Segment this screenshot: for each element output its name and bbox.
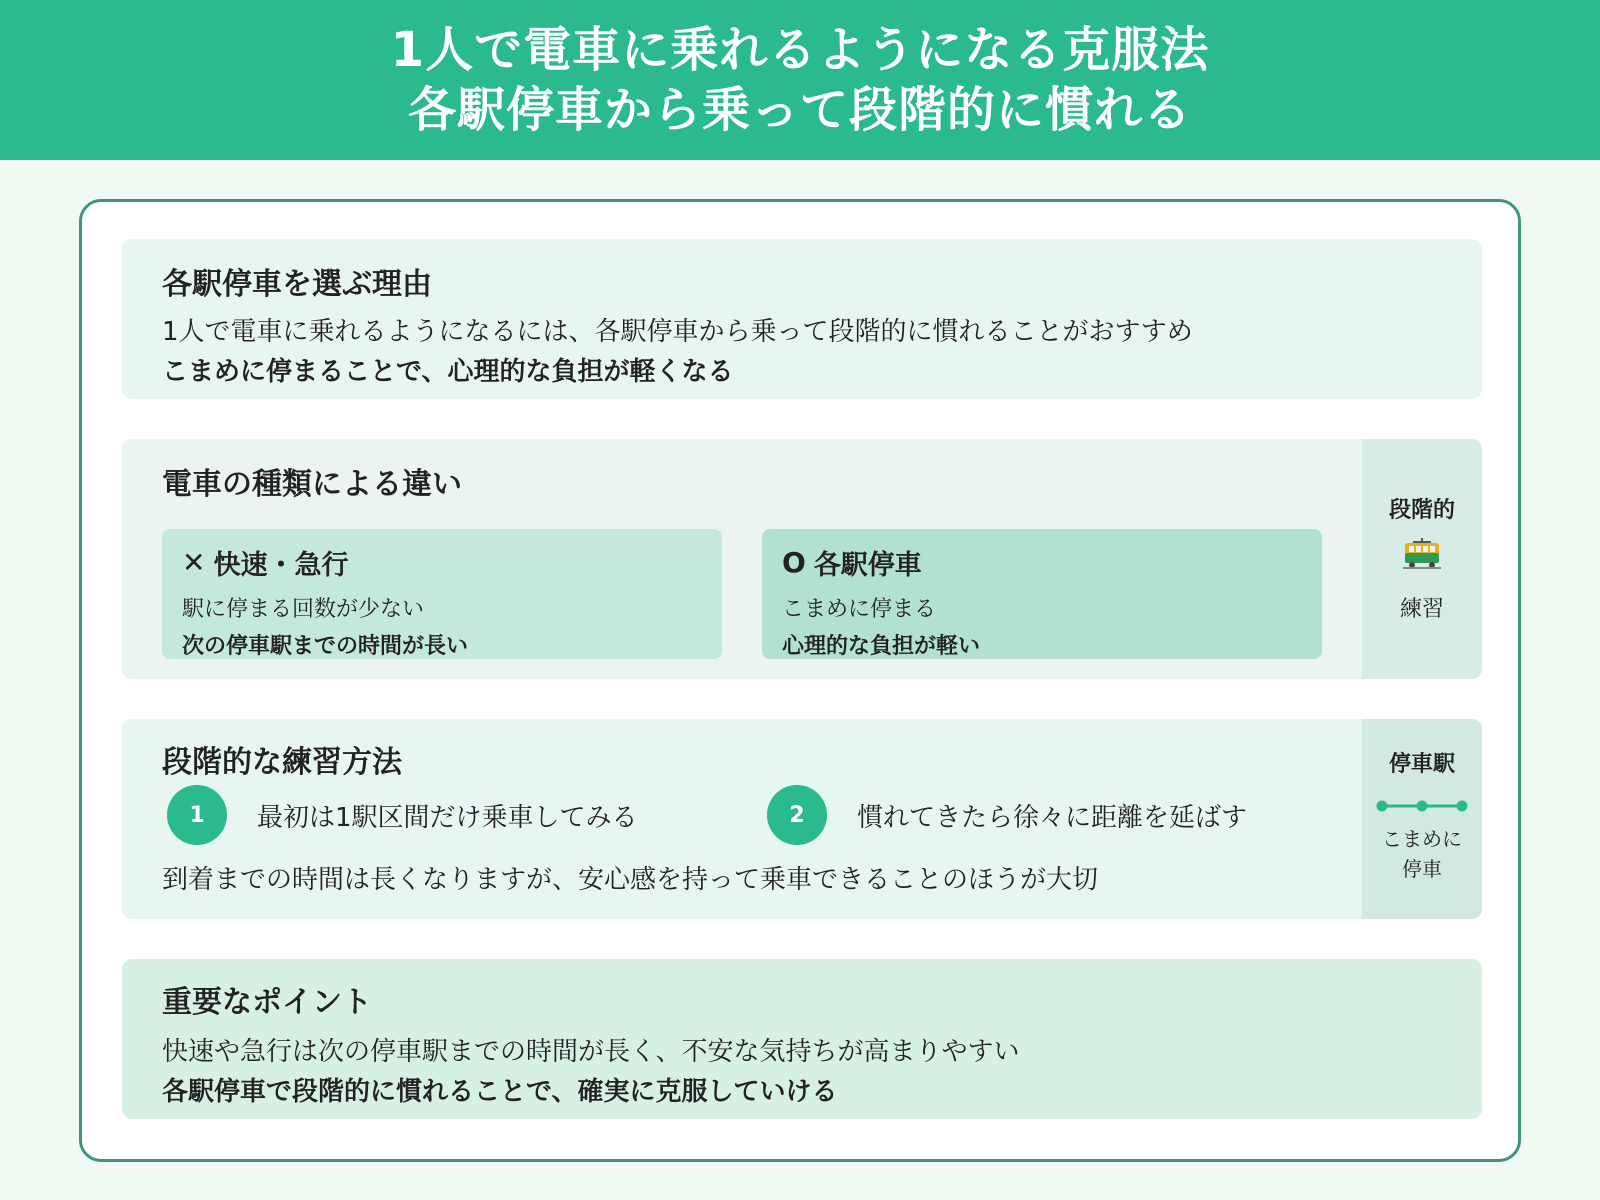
section-key-points-title: 重要なポイント — [162, 985, 372, 1020]
side-panel-stepwise-top: 段階的 — [1388, 498, 1455, 523]
section-train-types-title: 電車の種類による違い — [162, 467, 462, 502]
section-reason-text: 1人で電車に乗れるようになるには、各駅停車から乗って段階的に慣れることがおすすめ — [162, 317, 1193, 347]
section-reason — [122, 239, 1482, 399]
local-train-title: 各駅停車 — [813, 550, 922, 581]
circle-icon: O — [782, 546, 806, 579]
section-key-points-text: 快速や急行は次の停車駅までの時間が長く、不安な気持ちが高まりやすい — [162, 1037, 1020, 1067]
rapid-express-box — [162, 529, 722, 659]
section-practice-note: 到着までの時間は長くなりますが、安心感を持って乗車できることのほうが大切 — [162, 865, 1099, 895]
section-key-points — [122, 959, 1482, 1119]
rapid-express-line2: 次の停車駅までの時間が長い — [182, 634, 469, 659]
section-train-types — [122, 439, 1482, 679]
step-number-badge: 2 — [767, 785, 827, 845]
section-practice-title: 段階的な練習方法 — [162, 745, 402, 780]
section-reason-emphasis: こまめに停まることで、心理的な負担が軽くなる — [162, 357, 734, 387]
section-practice — [122, 719, 1482, 919]
header-banner — [0, 0, 1600, 160]
side-panel-stations — [1362, 719, 1482, 919]
local-train-line1: こまめに停まる — [782, 597, 937, 622]
header-title-line2: 各駅停車から乗って段階的に慣れる — [407, 82, 1192, 138]
step-1 — [167, 785, 638, 845]
rapid-express-title: 快速・急行 — [213, 550, 349, 581]
local-train-heading — [782, 543, 1302, 582]
station-line-icon — [1376, 798, 1468, 812]
content-card — [79, 199, 1521, 1162]
local-train-box — [762, 529, 1322, 659]
cross-icon: ✕ — [182, 546, 206, 579]
local-train-line2: 心理的な負担が軽い — [782, 634, 981, 659]
side-panel-stations-bottom: こまめに停車 — [1382, 827, 1462, 881]
rapid-express-heading — [182, 543, 702, 582]
side-panel-stepwise — [1362, 439, 1482, 679]
tram-icon — [1403, 538, 1441, 570]
step-text: 慣れてきたら徐々に距離を延ばす — [857, 802, 1248, 833]
section-reason-title: 各駅停車を選ぶ理由 — [162, 267, 432, 302]
section-key-points-emphasis: 各駅停車で段階的に慣れることで、確実に克服していける — [162, 1077, 838, 1107]
header-title-line1: 1人で電車に乗れるようになる克服法 — [390, 22, 1210, 78]
step-text: 最初は1駅区間だけ乗車してみる — [257, 802, 638, 833]
rapid-express-line1: 駅に停まる回数が少ない — [182, 597, 425, 622]
side-panel-stepwise-bottom: 練習 — [1399, 597, 1444, 622]
side-panel-stations-top: 停車駅 — [1388, 752, 1455, 777]
step-number-badge: 1 — [167, 785, 227, 845]
step-2 — [767, 785, 1247, 845]
